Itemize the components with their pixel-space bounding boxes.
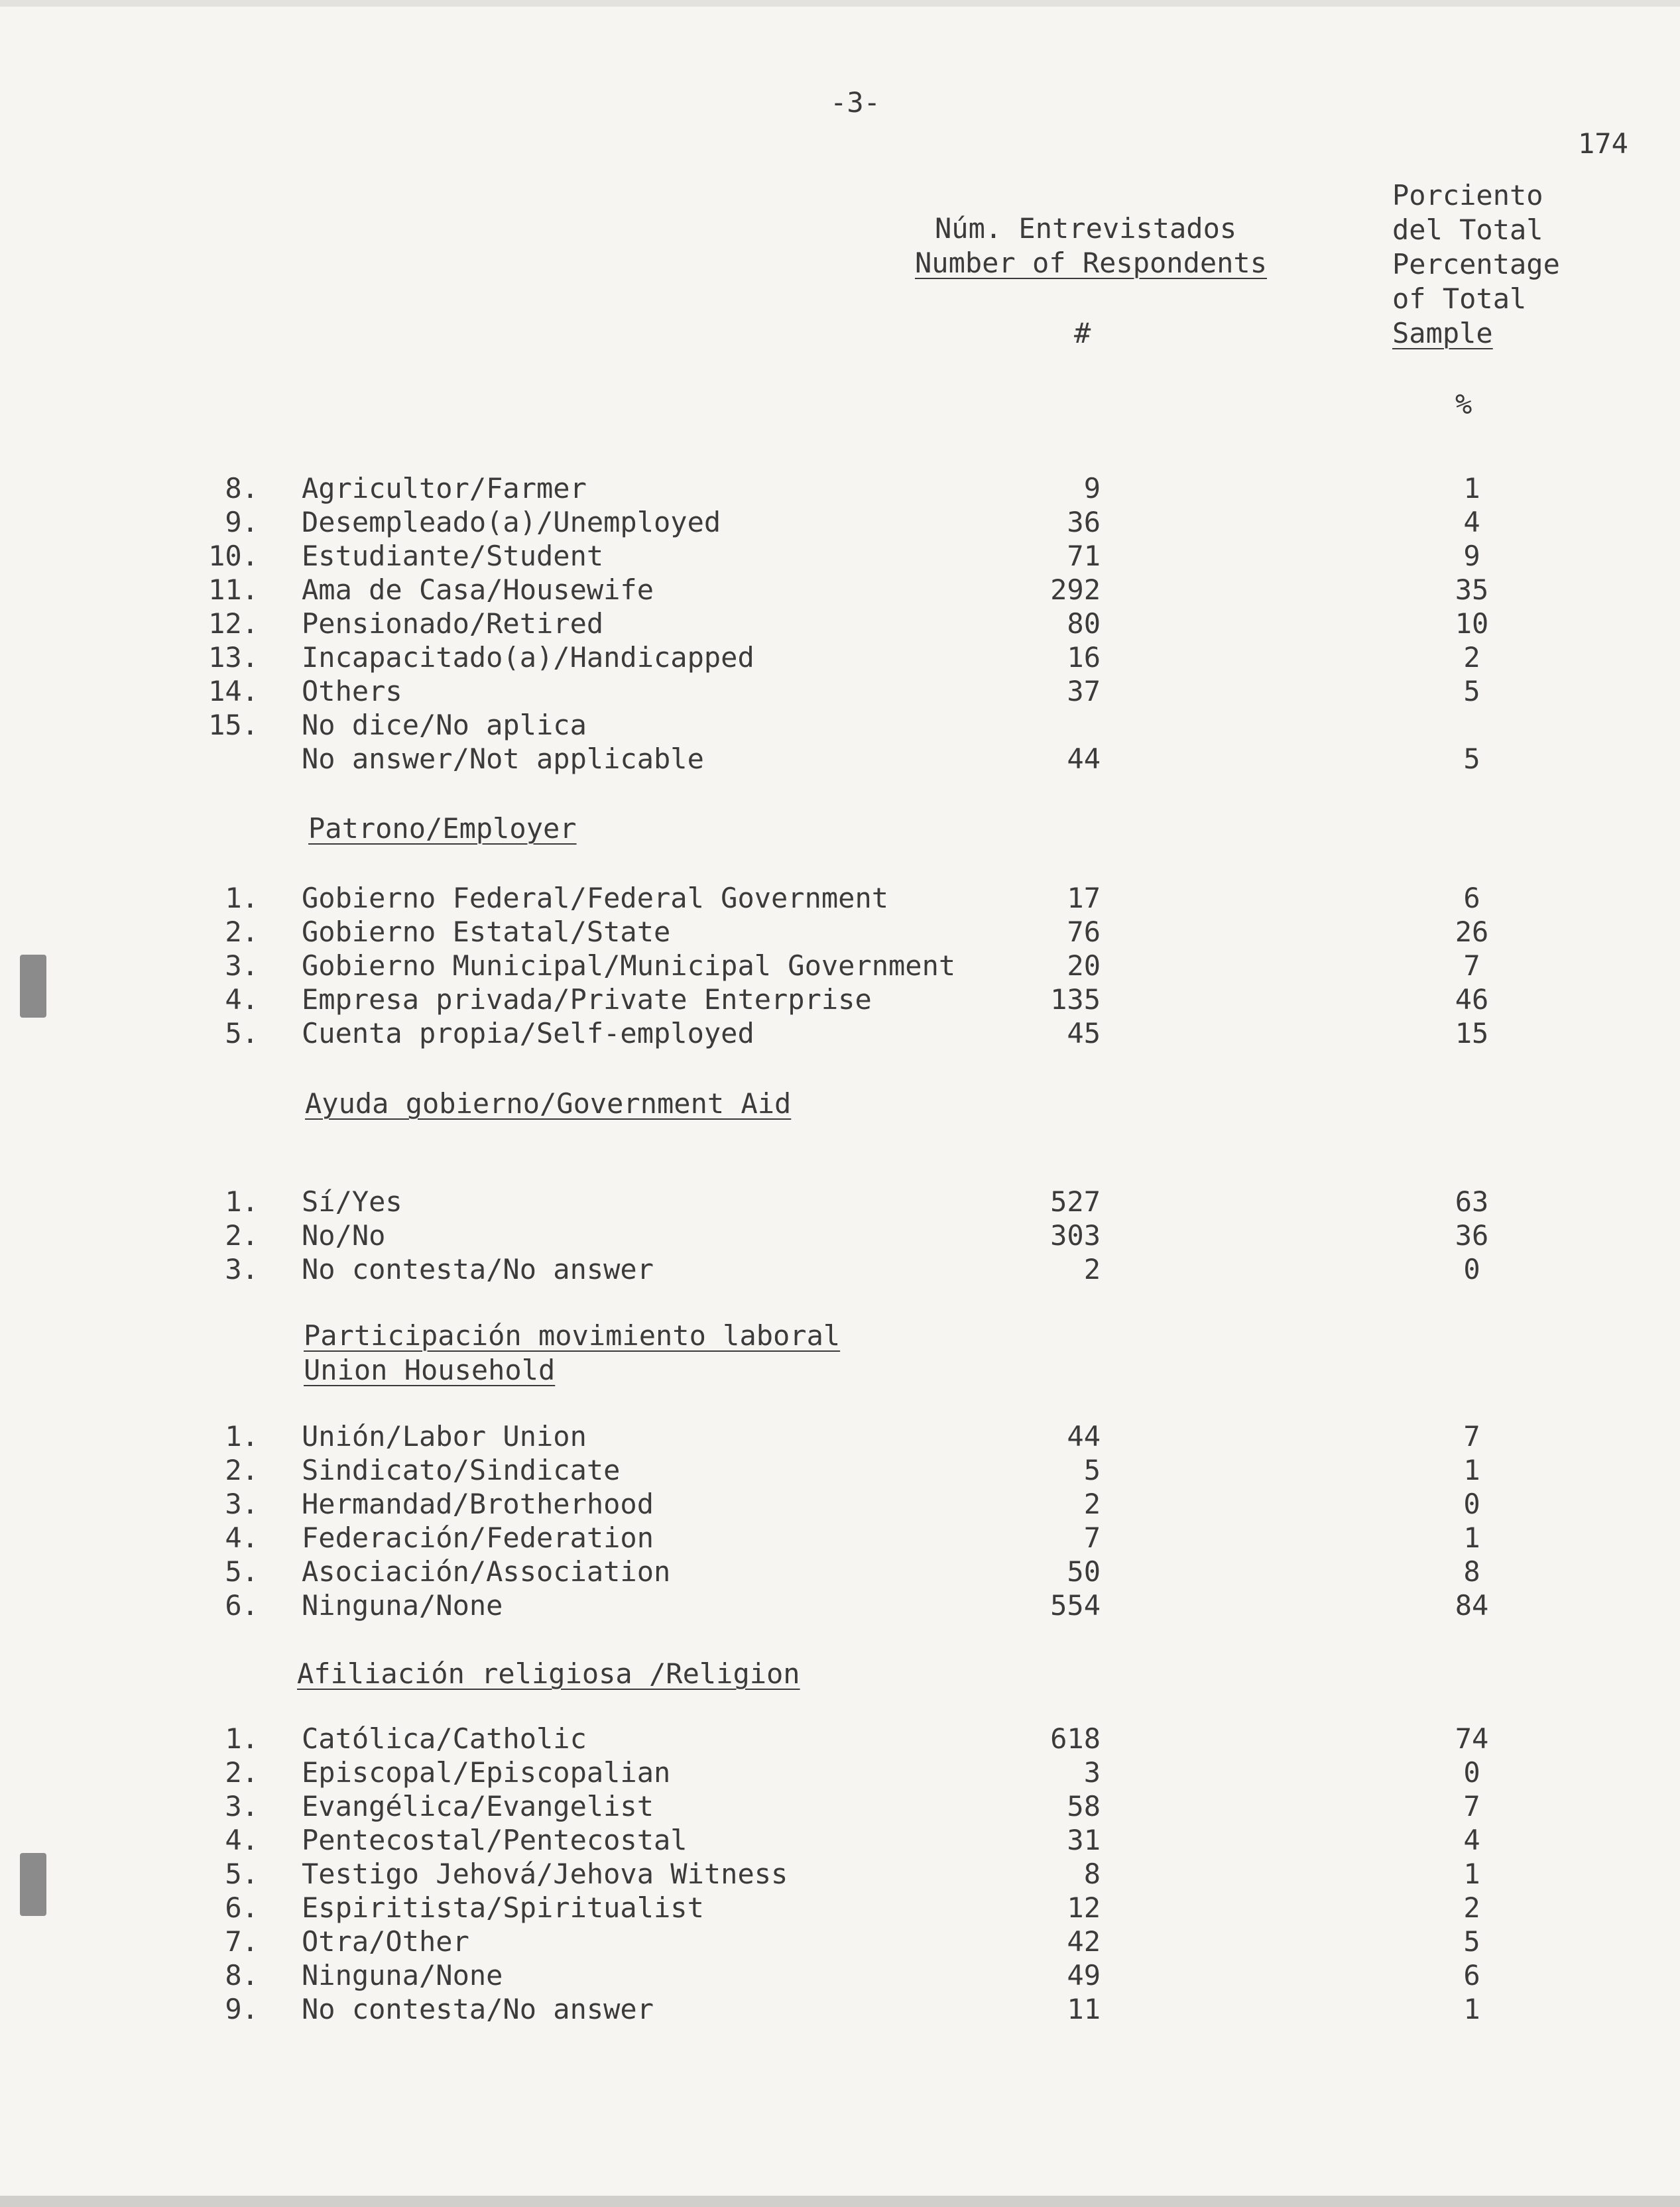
col-pct-header-line1: Porciento [1392,179,1543,211]
row-label: Pentecostal/Pentecostal [302,1824,688,1856]
row-percent: 36 [1455,1219,1489,1252]
row-number: 1. [225,1185,259,1218]
row-label: Cuenta propia/Self-employed [302,1017,754,1049]
row-count: 5 [1083,1454,1101,1486]
row-number: 3. [225,1253,259,1285]
table-row [0,506,1680,540]
section-heading: Patrono/Employer [308,812,577,845]
row-percent: 6 [1463,882,1480,914]
row-label: Sí/Yes [302,1185,402,1218]
row-count: 31 [1067,1824,1101,1856]
row-percent: 5 [1463,675,1480,707]
row-label: No dice/No aplica [302,709,587,741]
row-percent: 84 [1455,1589,1489,1622]
row-label: Gobierno Municipal/Municipal Government [302,949,956,982]
row-count: 8 [1083,1858,1101,1890]
row-number: 4. [225,1521,259,1554]
row-label: Asociación/Association [302,1555,671,1588]
col-pct-header-line4: of Total [1392,282,1527,315]
row-number: 1. [225,1722,259,1755]
row-label: Agricultor/Farmer [302,472,587,505]
row-label: Pensionado/Retired [302,607,604,640]
table-row [0,641,1680,676]
row-number: 14. [208,675,259,707]
row-percent: 2 [1463,641,1480,674]
table-row [0,983,1680,1018]
row-label: Federación/Federation [302,1521,654,1554]
row-count: 58 [1067,1790,1101,1822]
row-number: 4. [225,1824,259,1856]
row-number: 7. [225,1925,259,1958]
table-row [0,1555,1680,1590]
row-count: 42 [1067,1925,1101,1958]
row-percent: 7 [1463,1420,1480,1453]
table-row [0,1722,1680,1757]
row-percent: 9 [1463,540,1480,572]
table-row [0,1993,1680,2027]
row-percent: 35 [1455,573,1489,606]
table-row [0,709,1680,743]
table-row [0,675,1680,709]
row-percent: 8 [1463,1555,1480,1588]
section-subheading: Union Household [304,1354,556,1386]
row-number: 9. [225,1993,259,2025]
row-label: Espiritista/Spiritualist [302,1891,704,1924]
row-label: Ama de Casa/Housewife [302,573,654,606]
row-label: Gobierno Estatal/State [302,916,671,948]
table-row [0,1925,1680,1960]
table-row [0,1891,1680,1926]
row-count: 11 [1067,1993,1101,2025]
row-count: 36 [1067,506,1101,538]
table-row [0,1454,1680,1488]
row-percent: 4 [1463,506,1480,538]
row-number: 2. [225,1756,259,1789]
row-label: Sindicato/Sindicate [302,1454,621,1486]
table-row [0,1858,1680,1892]
row-label: Estudiante/Student [302,540,604,572]
row-number: 15. [208,709,259,741]
section-heading: Ayuda gobierno/Government Aid [305,1087,792,1120]
row-number: 8. [225,1959,259,1992]
row-count: 554 [1050,1589,1101,1622]
row-count: 16 [1067,641,1101,674]
table-row [0,1219,1680,1254]
table-row [0,1420,1680,1455]
row-count: 135 [1050,983,1101,1016]
row-percent: 46 [1455,983,1489,1016]
row-percent: 1 [1463,1858,1480,1890]
row-count: 527 [1050,1185,1101,1218]
section-heading: Participación movimiento laboral [304,1319,841,1352]
row-percent: 1 [1463,472,1480,505]
scan-top-edge [0,0,1680,7]
row-number: 2. [225,1454,259,1486]
row-label: Ninguna/None [302,1959,503,1992]
row-label: Católica/Catholic [302,1722,587,1755]
row-count: 17 [1067,882,1101,914]
table-row [0,949,1680,984]
row-number: 3. [225,949,259,982]
row-label: Unión/Labor Union [302,1420,587,1453]
row-number: 10. [208,540,259,572]
row-label: Ninguna/None [302,1589,503,1622]
row-count: 49 [1067,1959,1101,1992]
table-row [0,1017,1680,1051]
row-count: 50 [1067,1555,1101,1588]
corner-number: 174 [1578,127,1628,160]
col-pct-header-line2: del Total [1392,213,1543,246]
table-row [0,1253,1680,1287]
row-label: Evangélica/Evangelist [302,1790,654,1822]
row-percent: 0 [1463,1253,1480,1285]
row-percent: 26 [1455,916,1489,948]
row-percent: 10 [1455,607,1489,640]
scan-bottom-edge [0,2196,1680,2207]
row-percent: 1 [1463,1521,1480,1554]
row-number: 9. [225,506,259,538]
row-label: No contesta/No answer [302,1993,654,2025]
row-count: 3 [1083,1756,1101,1789]
row-count: 37 [1067,675,1101,707]
row-number: 4. [225,983,259,1016]
col-pct-symbol: % [1455,388,1472,420]
row-percent: 1 [1463,1454,1480,1486]
table-row [0,1488,1680,1522]
row-count: 9 [1083,472,1101,505]
row-count: 292 [1050,573,1101,606]
row-count: 44 [1067,1420,1101,1453]
row-count: 618 [1050,1722,1101,1755]
row-label: Incapacitado(a)/Handicapped [302,641,754,674]
row-percent: 7 [1463,949,1480,982]
row-percent: 74 [1455,1722,1489,1755]
row-percent: 15 [1455,1017,1489,1049]
row-label: No answer/Not applicable [302,743,704,775]
row-number: 5. [225,1858,259,1890]
row-percent: 5 [1463,743,1480,775]
row-count: 2 [1083,1253,1101,1285]
table-row [0,573,1680,608]
row-label: Otra/Other [302,1925,469,1958]
row-percent: 1 [1463,1993,1480,2025]
table-row [0,916,1680,950]
table-row [0,1790,1680,1824]
row-count: 2 [1083,1488,1101,1520]
row-count: 7 [1083,1521,1101,1554]
row-label: Episcopal/Episcopalian [302,1756,671,1789]
row-percent: 2 [1463,1891,1480,1924]
row-number: 2. [225,916,259,948]
row-number: 3. [225,1790,259,1822]
row-label: No contesta/No answer [302,1253,654,1285]
row-label: No/No [302,1219,386,1252]
row-number: 2. [225,1219,259,1252]
row-label: Testigo Jehová/Jehova Witness [302,1858,788,1890]
table-row [0,1756,1680,1791]
row-number: 13. [208,641,259,674]
row-percent: 7 [1463,1790,1480,1822]
row-number: 5. [225,1555,259,1588]
table-row [0,1521,1680,1556]
col-pct-header-line3: Percentage [1392,248,1560,280]
row-number: 12. [208,607,259,640]
col-count-header-es: Núm. Entrevistados [935,212,1237,245]
table-row [0,882,1680,916]
table-row [0,1185,1680,1220]
table-row [0,743,1680,777]
col-pct-header-line5: Sample [1392,317,1493,349]
row-count: 20 [1067,949,1101,982]
row-count: 80 [1067,607,1101,640]
row-count: 71 [1067,540,1101,572]
row-percent: 4 [1463,1824,1480,1856]
row-count: 303 [1050,1219,1101,1252]
table-row [0,1589,1680,1624]
row-number: 8. [225,472,259,505]
row-count: 12 [1067,1891,1101,1924]
row-number: 6. [225,1589,259,1622]
row-number: 3. [225,1488,259,1520]
row-number: 1. [225,1420,259,1453]
table-row [0,472,1680,507]
row-label: Empresa privada/Private Enterprise [302,983,872,1016]
row-percent: 0 [1463,1488,1480,1520]
col-count-header-en: Number of Respondents [915,247,1268,279]
row-number: 5. [225,1017,259,1049]
table-row [0,607,1680,642]
page-number: -3- [830,86,880,119]
row-label: Hermandad/Brotherhood [302,1488,654,1520]
row-percent: 5 [1463,1925,1480,1958]
row-label: Desempleado(a)/Unemployed [302,506,721,538]
row-percent: 0 [1463,1756,1480,1789]
row-number: 11. [208,573,259,606]
row-number: 1. [225,882,259,914]
row-percent: 6 [1463,1959,1480,1992]
section-heading: Afiliación religiosa /Religion [297,1657,800,1690]
table-row [0,540,1680,574]
row-percent: 63 [1455,1185,1489,1218]
table-row [0,1824,1680,1858]
row-count: 76 [1067,916,1101,948]
table-row [0,1959,1680,1994]
row-count: 45 [1067,1017,1101,1049]
row-number: 6. [225,1891,259,1924]
row-label: Gobierno Federal/Federal Government [302,882,889,914]
row-label: Others [302,675,402,707]
col-count-symbol: # [1074,317,1091,349]
row-count: 44 [1067,743,1101,775]
